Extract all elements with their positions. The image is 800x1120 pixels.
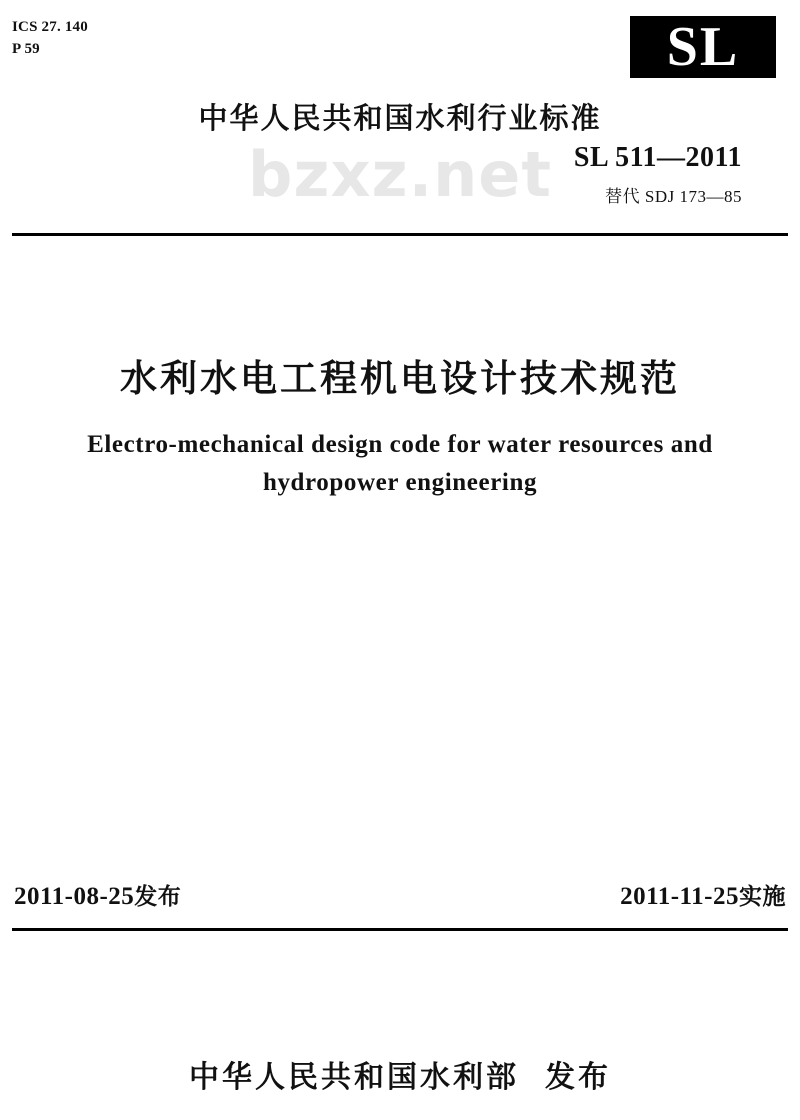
issue-date-value: 2011-08-25 bbox=[14, 883, 135, 910]
classification-code: P 59 bbox=[12, 41, 40, 57]
document-title-chinese: 水利水电工程机电设计技术规范 bbox=[120, 357, 680, 400]
classification-codes bbox=[12, 16, 88, 60]
standard-number: SL 511—2011 bbox=[573, 142, 742, 173]
watermark-text: bzxz.net bbox=[248, 138, 552, 211]
effective-date bbox=[620, 878, 786, 911]
divider-bottom bbox=[12, 928, 788, 931]
issue-date-label: 发布 bbox=[134, 884, 182, 910]
effective-date-value: 2011-11-25 bbox=[620, 883, 739, 910]
document-title-english-line1: Electro-mechanical design code for water resources and bbox=[87, 431, 713, 458]
replaces-standard: 替代 SDJ 173—85 bbox=[605, 187, 742, 206]
ics-code: ICS 27. 140 bbox=[12, 19, 88, 35]
sl-logo: SL bbox=[630, 16, 776, 78]
publisher-name: 中华人民共和国水利部 bbox=[189, 1060, 519, 1095]
publisher-action: 发布 bbox=[545, 1060, 611, 1095]
publisher-line bbox=[0, 1052, 800, 1096]
document-title-english-line2: hydropower engineering bbox=[262, 469, 538, 496]
issuing-authority-heading: 中华人民共和国水利行业标准 bbox=[198, 101, 602, 135]
divider-top bbox=[12, 233, 788, 236]
effective-date-label: 实施 bbox=[739, 884, 786, 910]
issue-date bbox=[14, 878, 181, 911]
document-title-english bbox=[0, 426, 800, 502]
